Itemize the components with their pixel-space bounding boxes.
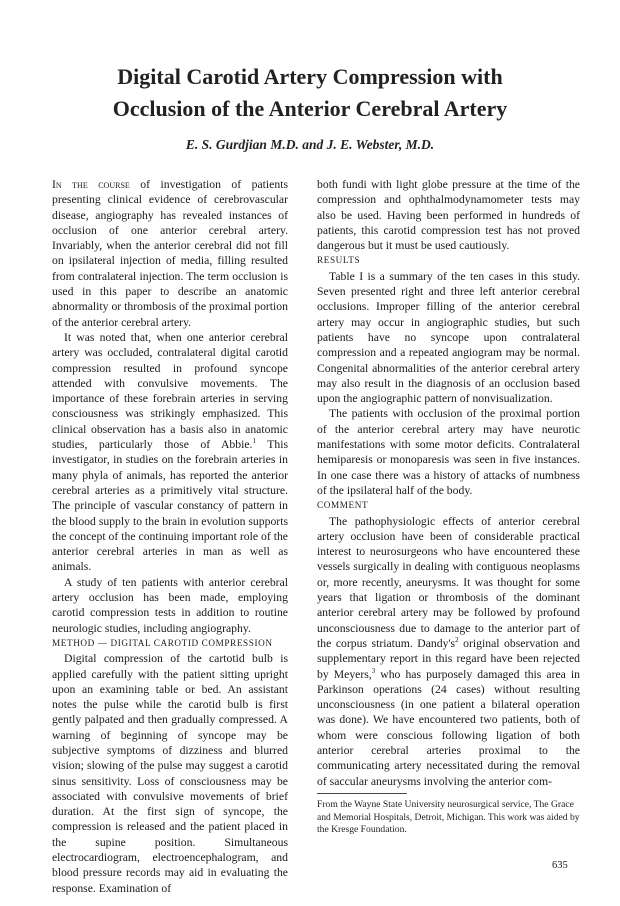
page-number: 635 [552, 860, 568, 871]
paragraph-comment-text-a: The pathophysiologic effects of anterior cerebral artery occlusion have been of considerable practical interest to neurosurgeons who have encountered these vessels surgically in dealing with contiguous neoplasms or, more recently, aneurysms. It was thought for some years that ligation or thrombosis of the dominant anterior cerebral artery may be followed by profound unconsciousness due to damage to the anterior part of the corpus striatum. Dandy's [317, 514, 580, 650]
left-column [52, 177, 288, 896]
paragraph-comment-text-c: who has purposely damaged this area in Parkinson operations (24 cases) without resulting unconsciousness (in one patient a bilateral operation was done). We have encountered two patients, both of whom were conscious following ligation of both anterior cerebral arteries proximal to the communicating artery necessitated during the removal of saccular aneurysms involving the anterior com- [317, 667, 580, 788]
paragraph-abbie-text-b: This investigator, in studies on the forebrain arteries in many phyla of animals, has reported the anterior cerebral arteries as a primitively vital structure. The principle of vascular constancy of pattern in the blood supply to the brain in evolution supports the concept of the continuing important role of the anterior cerebral arteries in man as well as animals. [52, 438, 288, 574]
reference-3: 3 [371, 666, 376, 675]
paragraph-fundi: both fundi with light globe pressure at the time of the compression and ophthalmodynamometer tests may also be used. Having been performed in hundreds of patients, this carotid compression test has not proved dangerous but it must be used cautiously. [317, 178, 580, 253]
reference-1: 1 [252, 437, 256, 446]
paragraph-comment [317, 514, 580, 789]
right-column [317, 177, 580, 789]
section-heading-comment: COMMENT [317, 500, 369, 511]
reference-2: 2 [455, 636, 459, 645]
article-title-line-2: Occlusion of the Anterior Cerebral Artery [112, 96, 508, 121]
intro-paragraph [52, 177, 288, 330]
intro-text: of investigation of patients presenting clinical evidence of cerebrovascular disease, angiography has revealed instances of occlusion of one anterior cerebral artery. Invariably, when the anterior cerebral did not fill on ipsilateral injection of media, filling resulted from contralateral injection. The term occlusion is used in this paper to describe an anatomic abnormality or thrombosis of the proximal portion of the anterior cerebral artery. [52, 178, 288, 329]
paragraph-results: Table I is a summary of the ten cases in this study. Seven presented right and three left anterior cerebral occlusions. Improper filling of the anterior cerebral artery may occur in angiographic studies, but such patients have no syncope upon contralateral compression and a repeated angiogram may be normal. Congenital abnormalities of the anterior cerebral artery may also result in the diagnosis of an occlusion based upon the angiographic pattern of nonvisualization. [317, 269, 580, 406]
footnote-divider [317, 793, 407, 794]
authors: E. S. Gurdjian M.D. and J. E. Webster, M.D. [185, 137, 435, 152]
paragraph-comment-text-b: original observation and supplementary report in this regard have been rejected by Meyers, [317, 636, 580, 681]
intro-lead-smallcaps: In the course [52, 178, 130, 191]
paragraph-occlusion: The patients with occlusion of the proximal portion of the anterior cerebral artery may have neurotic manifestations with some motor deficits. Contralateral hemiparesis or monoparesis was seen in five instances. In one case there was a history of attacks of numbness of the ipsilateral half of the body. [317, 407, 580, 497]
section-heading-method: METHOD — DIGITAL CAROTID COMPRESSION [52, 637, 273, 648]
footnote: From the Wayne State University neurosurgical service, The Grace and Memorial Hospitals, Detroit, Michigan. This work was aided by the Kresge Foundation. [317, 799, 580, 835]
paragraph-study: A study of ten patients with anterior cerebral artery occlusion has been made, employing carotid compression tests in addition to routine neurologic studies, including angiography. [52, 575, 288, 635]
article-title-line-1: Digital Carotid Artery Compression with [117, 64, 503, 89]
section-heading-results: RESULTS [317, 255, 361, 266]
paragraph-abbie [52, 330, 288, 575]
paragraph-method: Digital compression of the cartotid bulb is applied carefully with the patient sitting upright upon an examining table or bed. An assistant notes the pulse while the carotid bulb is first gently palpated and then gradually compressed. A warning of beginning of syncope may be subjective symptoms of dizziness and blurred vision; slowing of the pulse may suggest a carotid sinus sensitivity. Loss of consciousness may be associated with convulsive movements of brief duration. At the first sign of syncope, the compression is released and the patient placed in the supine position. Simultaneous electrocardiogram, electroencephalogram, and blood pressure records may aid in evaluating the response. Examination of [52, 652, 288, 895]
paragraph-abbie-text-a: It was noted that, when one anterior cerebral artery was occluded, contralateral digital carotid compression resulted in profound syncope attended with convulsive movements. The importance of these forebrain arteries in serving consciousness was strikingly emphasized. This clinical observation has a basis also in anatomic studies, particularly those of Abbie. [52, 330, 288, 452]
